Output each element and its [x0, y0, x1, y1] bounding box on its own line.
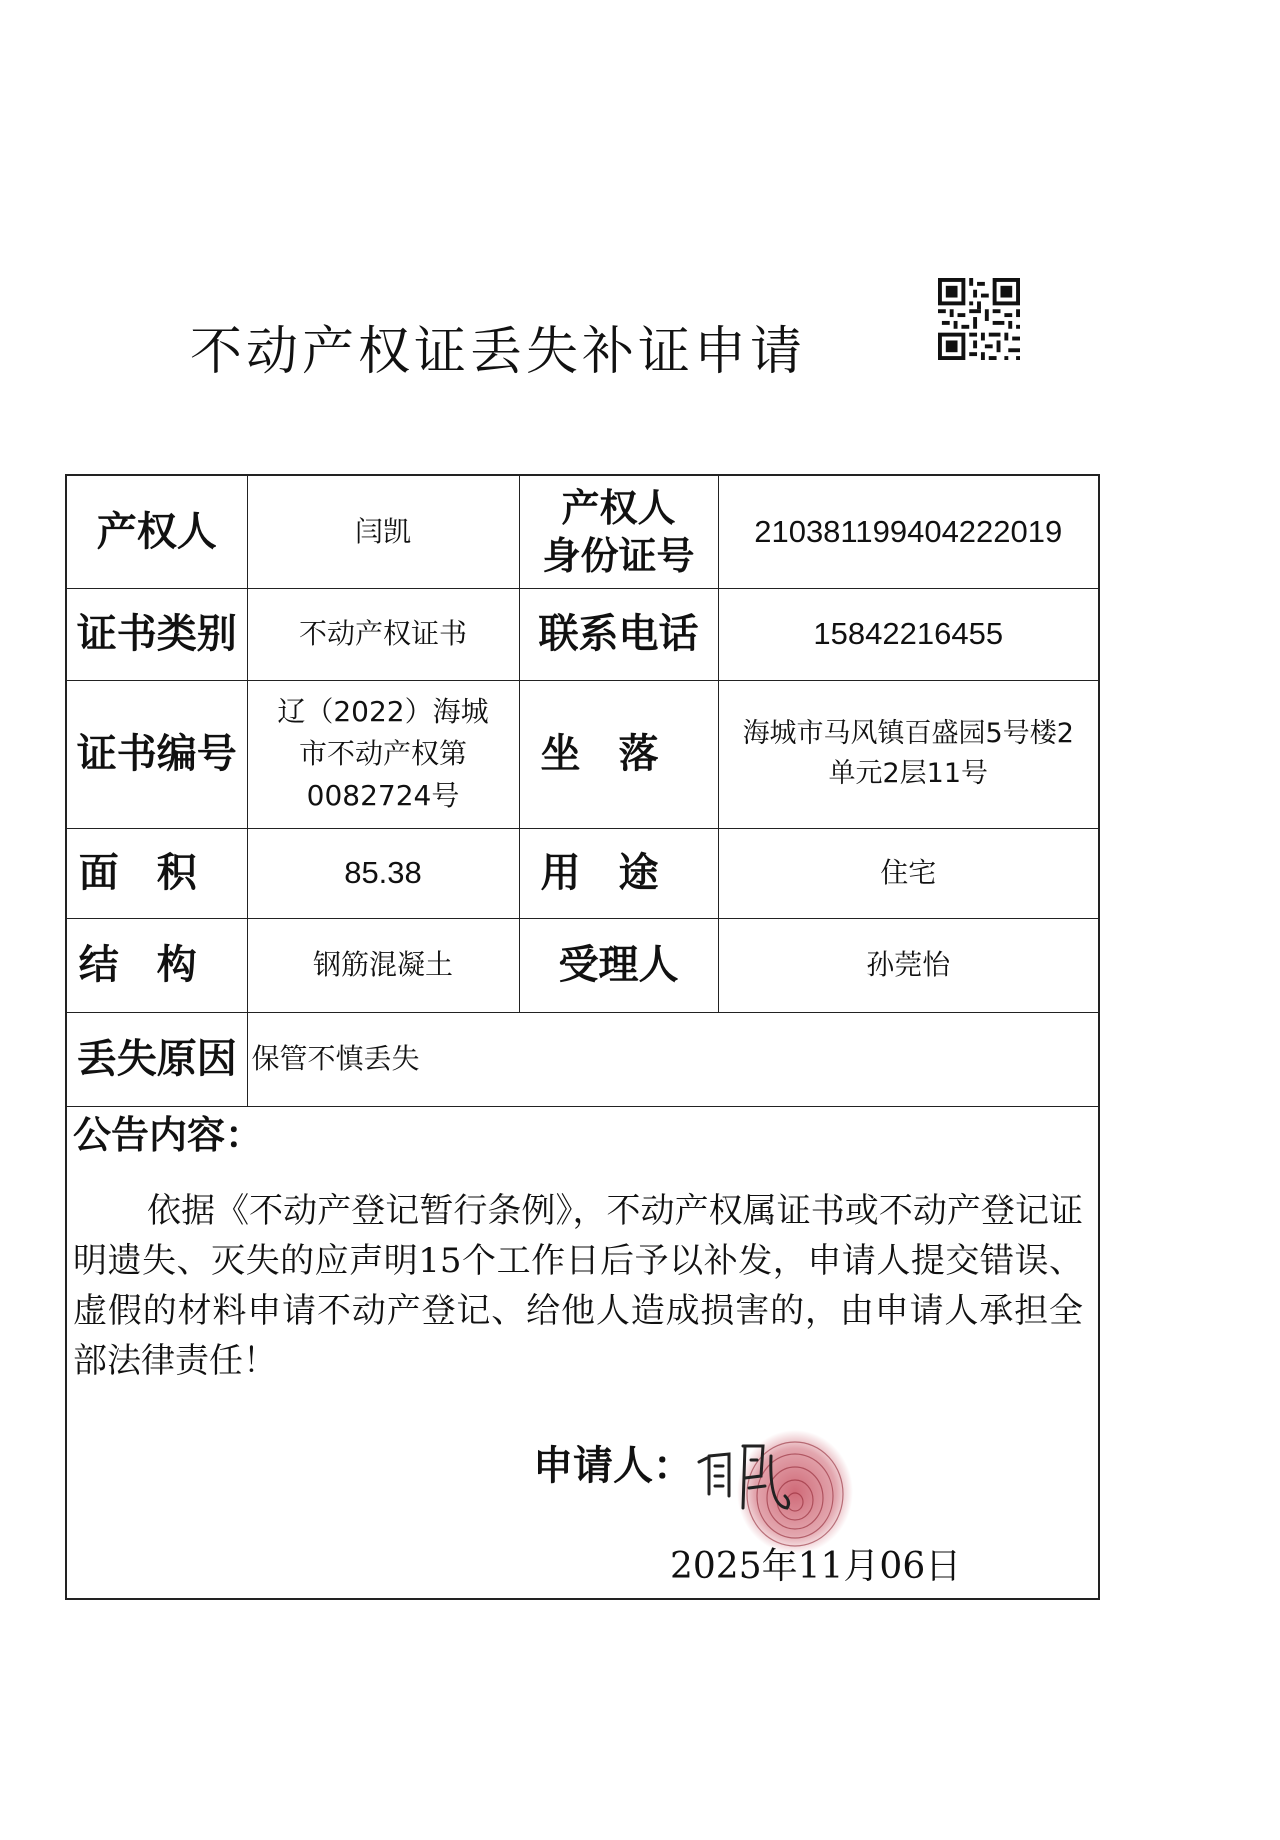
cert-type-label: 证书类别 [67, 588, 247, 680]
applicant-label: 申请人： [533, 1442, 693, 1489]
table-row [67, 828, 1098, 918]
owner-id-label [519, 476, 718, 588]
owner-id-label-line1: 产权人 [561, 485, 676, 531]
table-row [67, 588, 1098, 680]
usage-value: 住宅 [718, 828, 1098, 918]
loss-reason-value: 保管不慎丢失 [247, 1012, 1098, 1106]
signature-fingerprint [685, 1416, 885, 1556]
phone-label: 联系电话 [519, 588, 718, 680]
notice-text: 依据《不动产登记暂行条例》，不动产权属证书或不动产登记证明遗失、灭失的应声明15个工作日后予以补发，申请人提交错误、虚假的材料申请不动产登记、给他人造成损害的，由申请人承担全部法律责任！ [73, 1191, 1083, 1381]
notice-title: 公告内容： [73, 1112, 264, 1157]
phone-value: 15842216455 [718, 588, 1098, 680]
table-row [67, 1012, 1098, 1106]
cert-no-line2: 市不动产权第 [298, 737, 467, 770]
cert-no-line1: 辽（2022）海城 [277, 695, 489, 728]
cert-type-value: 不动产权证书 [247, 588, 519, 680]
table-row [67, 476, 1098, 588]
cert-no-value [247, 680, 519, 828]
owner-id-label-line2: 身份证号 [542, 532, 695, 578]
owner-id-value: 210381199404222019 [718, 476, 1098, 588]
owner-value: 闫凯 [247, 476, 519, 588]
structure-label: 结构 [67, 918, 247, 1012]
qr-code-icon [938, 278, 1020, 360]
area-value: 85.38 [247, 828, 519, 918]
page-title: 不动产权证丢失补证申请 [190, 322, 807, 382]
location-line1: 海城市马风镇百盛园5号楼2 [742, 717, 1074, 749]
application-date: 2025年11月06日 [670, 1546, 962, 1587]
loss-reason-label: 丢失原因 [67, 1012, 247, 1106]
cert-no-line3: 0082724号 [306, 779, 460, 812]
table-row [67, 680, 1098, 828]
structure-value: 钢筋混凝土 [247, 918, 519, 1012]
notice-body [73, 1186, 1083, 1386]
location-line2: 单元2层11号 [828, 758, 989, 789]
area-label: 面积 [67, 828, 247, 918]
handler-label: 受理人 [519, 918, 718, 1012]
application-form [65, 474, 1100, 1600]
fingerprint-mark [737, 1430, 853, 1554]
location-label: 坐落 [519, 680, 718, 828]
table-row [67, 918, 1098, 1012]
owner-label: 产权人 [67, 476, 247, 588]
usage-label: 用途 [519, 828, 718, 918]
handler-value: 孙莞怡 [718, 918, 1098, 1012]
location-value [718, 680, 1098, 828]
cert-no-label: 证书编号 [67, 680, 247, 828]
info-table [67, 476, 1098, 1107]
